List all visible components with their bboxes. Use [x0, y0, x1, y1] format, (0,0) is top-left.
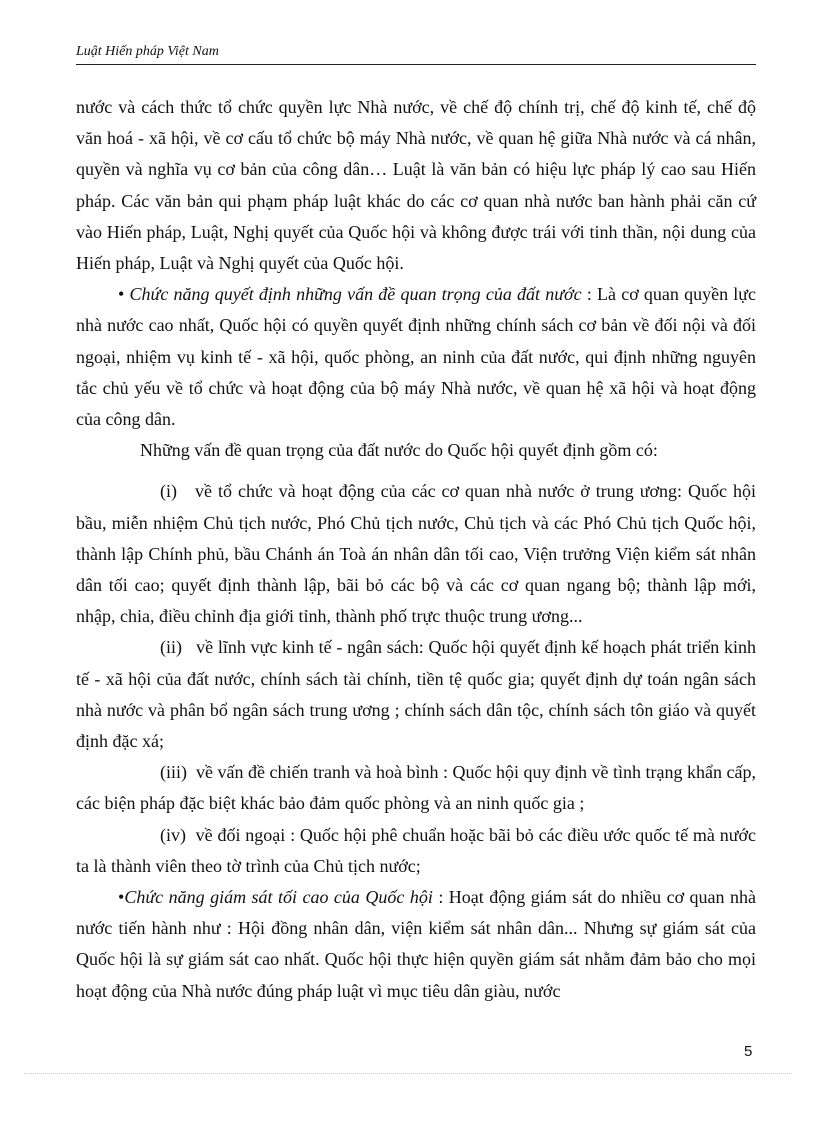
bullet-title: Chức năng quyết định những vấn đề quan trọng của đất nước	[129, 284, 582, 305]
bullet-icon: •	[118, 284, 125, 305]
list-item-iv	[76, 820, 756, 882]
bullet-text: : Hoạt động giám sát do nhiều cơ quan nhà nước tiến hành như : Hội đồng nhân dân, viện kiểm sát nhân dân... Nhưng sự giám sát của Quốc hội là sự giám sát cao nhất. Quốc hội thực hiện quyền giám sát nhằm đảm bảo cho mọi hoạt động của Nhà nước đúng pháp luật vì mục tiêu dân giàu, nước	[76, 887, 756, 1001]
list-label: (i)	[160, 481, 177, 502]
header-title: Luật Hiến pháp Việt Nam	[76, 44, 219, 59]
list-item-ii	[76, 632, 756, 757]
paragraph-important-issues-intro: Những vấn đề quan trọng của đất nước do Quốc hội quyết định gồm có:	[140, 440, 658, 461]
page-body	[76, 92, 756, 1007]
footer-divider	[24, 1073, 792, 1074]
list-item-text: về đối ngoại : Quốc hội phê chuẩn hoặc bãi bỏ các điều ước quốc tế mà nước ta là thành viên theo tờ trình của Chủ tịch nước;	[76, 824, 756, 876]
list-label: (iv)	[160, 824, 186, 845]
paragraph-law-definition: nước và cách thức tổ chức quyền lực Nhà nước, về chế độ chính trị, chế độ kinh tế, chế độ văn hoá - xã hội, về cơ cấu tổ chức bộ máy Nhà nước, về quan hệ giữa Nhà nước và cá nhân, quyền và nghĩa vụ cơ bản của công dân… Luật là văn bản có hiệu lực pháp lý cao sau Hiến pháp. Các văn bản qui phạm pháp luật khác do các cơ quan nhà nước ban hành phải căn cứ vào Hiến pháp, Luật, Nghị quyết của Quốc hội và không được trái với tinh thần, nội dung của Hiến pháp, Luật và Nghị quyết của Quốc hội.	[76, 97, 756, 274]
bullet-text: : Là cơ quan quyền lực nhà nước cao nhất, Quốc hội có quyền quyết định những chính sách cơ bản về đối nội và đối ngoại, nhiệm vụ kinh tế - xã hội, quốc phòng, an ninh của đất nước, qui định những nguyên tắc chủ yếu về tổ chức và hoạt động của bộ máy Nhà nước, về quan hệ xã hội và hoạt động của công dân.	[76, 284, 757, 430]
bullet-title: Chức năng giám sát tối cao của Quốc hội	[124, 887, 433, 908]
list-label: (iii)	[160, 762, 187, 783]
list-item-text: về lĩnh vực kinh tế - ngân sách: Quốc hội quyết định kế hoạch phát triển kinh tế - xã hội của đất nước, chính sách tài chính, tiền tệ quốc gia; quyết định dự toán ngân sách nhà nước và phân bổ ngân sách trung ương ; chính sách dân tộc, chính sách tôn giáo và quyết định đặc xá;	[76, 637, 757, 752]
list-item-iii	[76, 757, 756, 819]
bullet-decision-function	[76, 279, 756, 435]
bullet-supervision-function	[76, 882, 756, 1007]
list-item-i	[76, 476, 756, 632]
list-item-text: về tổ chức và hoạt động của các cơ quan nhà nước ở trung ương: Quốc hội bầu, miễn nhiệm Chủ tịch nước, Phó Chủ tịch nước, Chủ tịch và các Phó Chủ tịch Quốc hội, thành lập Chính phủ, bầu Chánh án Toà án nhân dân tối cao, Viện trưởng Viện kiểm sát nhân dân tối cao; quyết định thành lập, bãi bỏ các bộ và các cơ quan ngang bộ; thành lập mới, nhập, chia, điều chỉnh địa giới tỉnh, thành phố trực thuộc trung ương...	[76, 481, 757, 627]
list-item-text: về vấn đề chiến tranh và hoà bình : Quốc hội quy định về tình trạng khẩn cấp, các biện pháp đặc biệt khác bảo đảm quốc phòng và an ninh quốc gia ;	[76, 762, 756, 814]
page-number: 5	[744, 1043, 753, 1060]
bullet-icon: •	[118, 887, 125, 908]
list-label: (ii)	[160, 637, 182, 658]
running-header	[76, 44, 756, 65]
